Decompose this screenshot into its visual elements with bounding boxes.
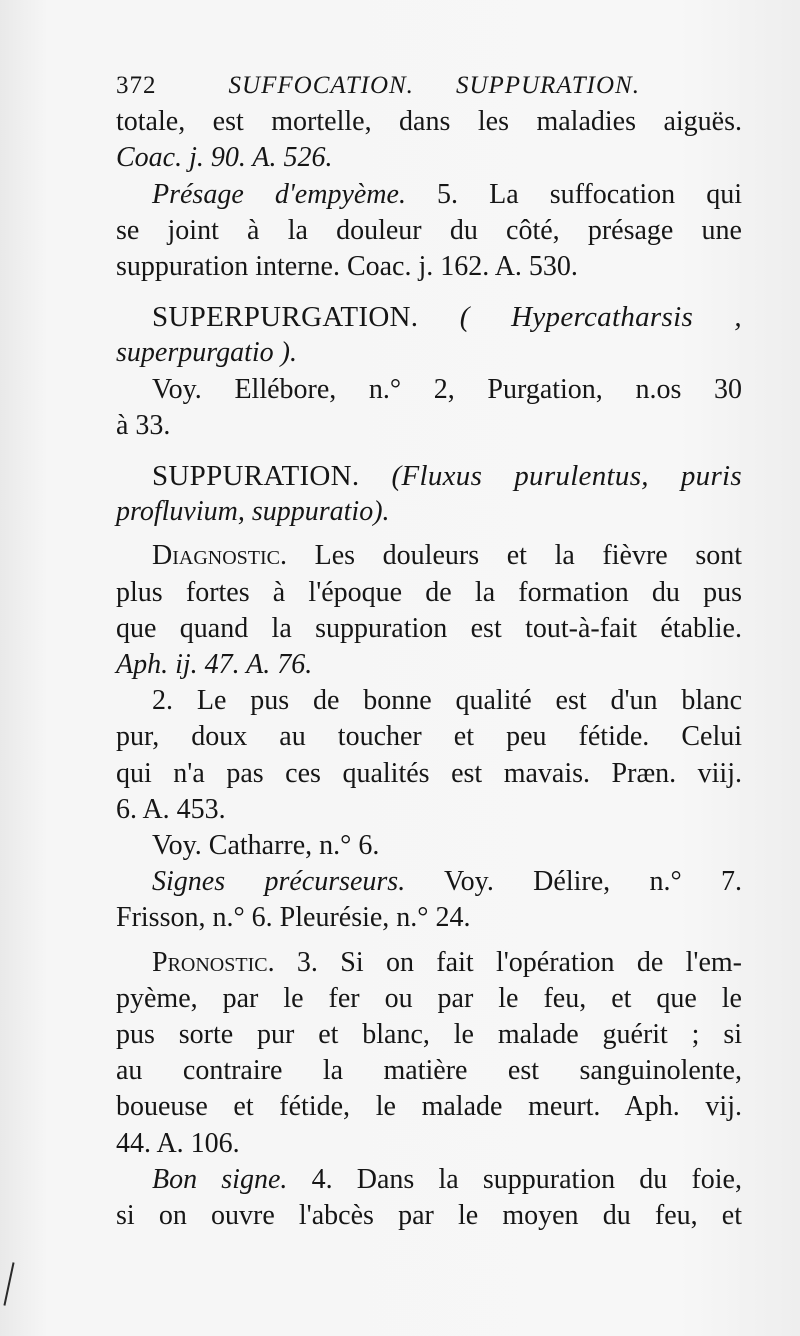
cross-reference: Frisson, n.° 6. Pleurésie, n.° 24. bbox=[116, 902, 471, 934]
text-line: qui n'a pas ces qualités est mavais. Præn. viij. bbox=[116, 757, 742, 789]
page-text bbox=[116, 68, 742, 1234]
citation: Coac. j. 90. A. 526. bbox=[116, 142, 333, 174]
text-line: Présage d'empyème. 5. La suffocation qui bbox=[152, 178, 742, 210]
entry-latin: profluvium, suppuratio). bbox=[116, 496, 390, 528]
text-line: Bon signe. 4. Dans la suppuration du foie, bbox=[152, 1163, 742, 1195]
text-line: que quand la suppuration est tout-à-fait établie. bbox=[116, 612, 742, 644]
entry-latin: superpurgatio ). bbox=[116, 337, 297, 369]
subheading-bon-signe: Bon signe. bbox=[152, 1163, 288, 1195]
citation: 44. A. 106. bbox=[116, 1127, 240, 1159]
citation: Aph. ij. 47. A. 76. bbox=[116, 649, 313, 681]
entry-heading-superpurgation: SUPERPURGATION. ( Hypercatharsis , bbox=[152, 301, 742, 334]
section-diagnostic: Diagnostic. bbox=[152, 540, 287, 572]
running-header bbox=[116, 68, 742, 104]
section-pronostic: Pronostic. bbox=[152, 946, 275, 978]
text-line: suppuration interne. Coac. j. 162. A. 530. bbox=[116, 251, 578, 283]
text-line: Pronostic. 3. Si on fait l'opération de l'em- bbox=[152, 946, 742, 978]
subheading-signes: Signes précurseurs. bbox=[152, 866, 406, 898]
entry-heading-suppuration: SUPPURATION. (Fluxus purulentus, puris bbox=[152, 460, 742, 493]
text-line: à 33. bbox=[116, 409, 171, 441]
text-line: se joint à la douleur du côté, présage une bbox=[116, 214, 742, 246]
text-line: pur, doux au toucher et peu fétide. Celui bbox=[116, 721, 742, 753]
cross-reference: Voy. Ellébore, n.° 2, Purgation, n.os 30 bbox=[152, 373, 742, 405]
margin-mark bbox=[3, 1262, 14, 1305]
text-line: si on ouvre l'abcès par le moyen du feu, et bbox=[116, 1200, 742, 1232]
text-line: boueuse et fétide, le malade meurt. Aph. vij. bbox=[116, 1091, 742, 1123]
subheading-presage: Présage d'empyème. bbox=[152, 178, 406, 210]
running-title: SUFFOCATION. SUPPURATION. bbox=[228, 72, 640, 99]
text-line: pyème, par le fer ou par le feu, et que le bbox=[116, 982, 742, 1014]
citation: 6. A. 453. bbox=[116, 793, 226, 825]
page-number: 372 bbox=[116, 72, 157, 99]
text-line: pus sorte pur et blanc, le malade guérit ; si bbox=[116, 1019, 742, 1051]
text-line: plus fortes à l'époque de la formation du pus bbox=[116, 576, 742, 608]
text-line: 2. Le pus de bonne qualité est d'un blanc bbox=[152, 685, 742, 717]
text-line: totale, est mortelle, dans les maladies aiguës. bbox=[116, 106, 742, 138]
text-line: au contraire la matière est sanguinolente, bbox=[116, 1055, 742, 1087]
text-line: Signes précurseurs. Voy. Délire, n.° 7. bbox=[152, 866, 742, 898]
text-line: Diagnostic. Les douleurs et la fièvre sont bbox=[152, 540, 742, 572]
cross-reference: Voy. Catharre, n.° 6. bbox=[152, 830, 380, 862]
